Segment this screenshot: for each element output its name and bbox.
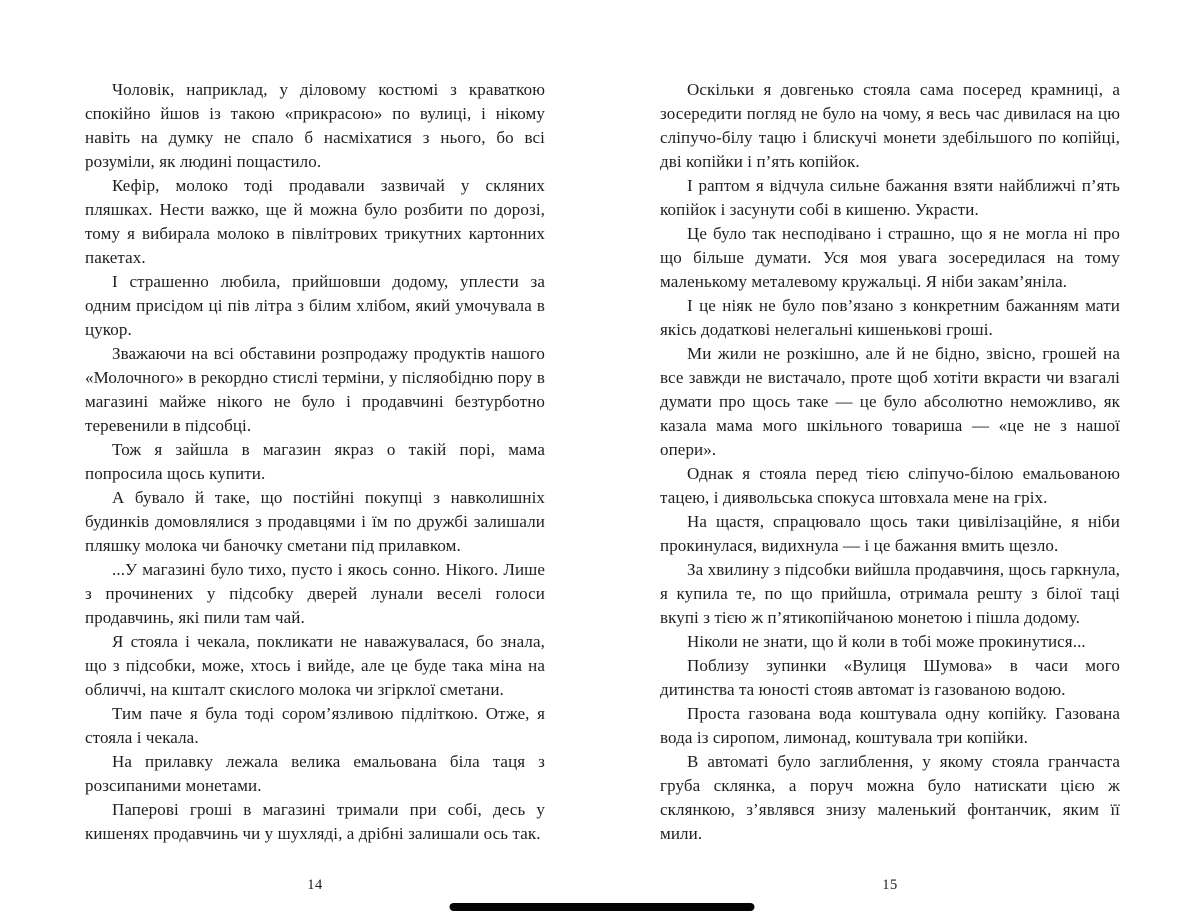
paragraph: І це ніяк не було пов’язано з конкретним бажанням мати якісь додаткові нелегальні кишенькові гроші. — [660, 296, 1120, 339]
page-right-text — [660, 78, 1120, 846]
page-number-right: 15 — [882, 877, 898, 893]
paragraph: Тим паче я була тоді сором’язливою підліткою. Отже, я стояла і чекала. — [85, 704, 545, 747]
paragraph: Ніколи не знати, що й коли в тобі може прокинутися... — [687, 632, 1086, 651]
paragraph: Зважаючи на всі обставини розпродажу продуктів нашого «Молочного» в рекордно стислі терміни, у післяобідню пору в магазині майже нікого не було і продавчині безтурботно теревенили в підсобці. — [85, 344, 545, 435]
paragraph: Однак я стояла перед тією сліпучо-білою емальованою тацею, і диявольська спокуса штовхала мене на гріх. — [660, 464, 1120, 507]
paragraph: А бувало й таке, що постійні покупці з навколишніх будинків домовлялися з продавцями і їм по дружбі залишали пляшку молока чи баночку сметани під прилавком. — [85, 488, 545, 555]
book-spread — [85, 78, 1120, 893]
paragraph: Оскільки я довгенько стояла сама посеред крамниці, а зосередити погляд не було на чому, я весь час дивилася на цю сліпучо-білу тацю і блискучі монети здебільшого по копійці, дві копійки і п’ять копійок. — [660, 80, 1120, 171]
paragraph: Паперові гроші в магазині тримали при собі, десь у кишенях продавчинь чи у шухляді, а дрібні залишали ось так. — [85, 800, 545, 843]
paragraph: ...У магазині було тихо, пусто і якось сонно. Нікого. Лише з прочинених у підсобку дверей лунали веселі голоси продавчинь, які пили там чай. — [85, 560, 545, 627]
page-left-text — [85, 78, 545, 846]
paragraph: Тож я зайшла в магазин якраз о такій порі, мама попросила щось купити. — [85, 440, 545, 483]
paragraph: Я стояла і чекала, покликати не наважувалася, бо знала, що з підсобки, може, хтось і вийде, але це буде така міна на обличчі, на кшталт скислого молока чи згірклої сметани. — [85, 632, 545, 699]
paragraph: На прилавку лежала велика емальована біла таця з розсипаними монетами. — [85, 752, 545, 795]
page-left[interactable] — [85, 78, 545, 893]
paragraph: Поблизу зупинки «Вулиця Шумова» в часи мого дитинства та юності стояв автомат із газованою водою. — [660, 656, 1120, 699]
paragraph: На щастя, спрацювало щось таки цивілізаційне, я ніби прокинулася, видихнула — і це бажання вмить щезло. — [660, 512, 1120, 555]
home-indicator-bar[interactable] — [449, 903, 754, 911]
paragraph: За хвилину з підсобки вийшла продавчиня, щось гаркнула, я купила те, по що прийшла, отримала решту з білої таці вкупі з тією ж п’ятикопійчаною монетою і пішла додому. — [660, 560, 1120, 627]
paragraph: Чоловік, наприклад, у діловому костюмі з краваткою спокійно йшов із такою «прикрасою» по вулиці, і нікому навіть на думку не спало б насміхатися з нього, бо всі розуміли, як людині пощастило. — [85, 80, 545, 171]
paragraph: В автоматі було заглиблення, у якому стояла гранчаста груба склянка, а поруч можна було натискати цією ж склянкою, з’являвся знизу маленький фонтанчик, яким її мили. — [660, 752, 1120, 843]
paragraph: Ми жили не розкішно, але й не бідно, звісно, грошей на все завжди не вистачало, проте щоб хотіти вкрасти чи взагалі думати про щось таке — це було абсолютно неможливо, як казала мама мого шкільного товариша — «це не з нашої опери». — [660, 344, 1120, 459]
paragraph: Проста газована вода коштувала одну копійку. Газована вода із сиропом, лимонад, коштувала три копійки. — [660, 704, 1120, 747]
paragraph: Кефір, молоко тоді продавали зазвичай у скляних пляшках. Нести важко, ще й можна було розбити по дорозі, тому я вибирала молоко в півлітрових трикутних картонних пакетах. — [85, 176, 545, 267]
paragraph: Це було так несподівано і страшно, що я не могла ні про що більше думати. Уся моя увага зосередилася на тому маленькому металевому кружальці. Я ніби закам’яніла. — [660, 224, 1120, 291]
page-right[interactable] — [660, 78, 1120, 893]
paragraph: І раптом я відчула сильне бажання взяти найближчі п’ять копійок і засунути собі в кишеню. Украсти. — [660, 176, 1120, 219]
paragraph: І страшенно любила, прийшовши додому, уплести за одним присідом ці пів літра з білим хлібом, який умочувала в цукор. — [85, 272, 545, 339]
page-number-left: 14 — [307, 877, 323, 893]
